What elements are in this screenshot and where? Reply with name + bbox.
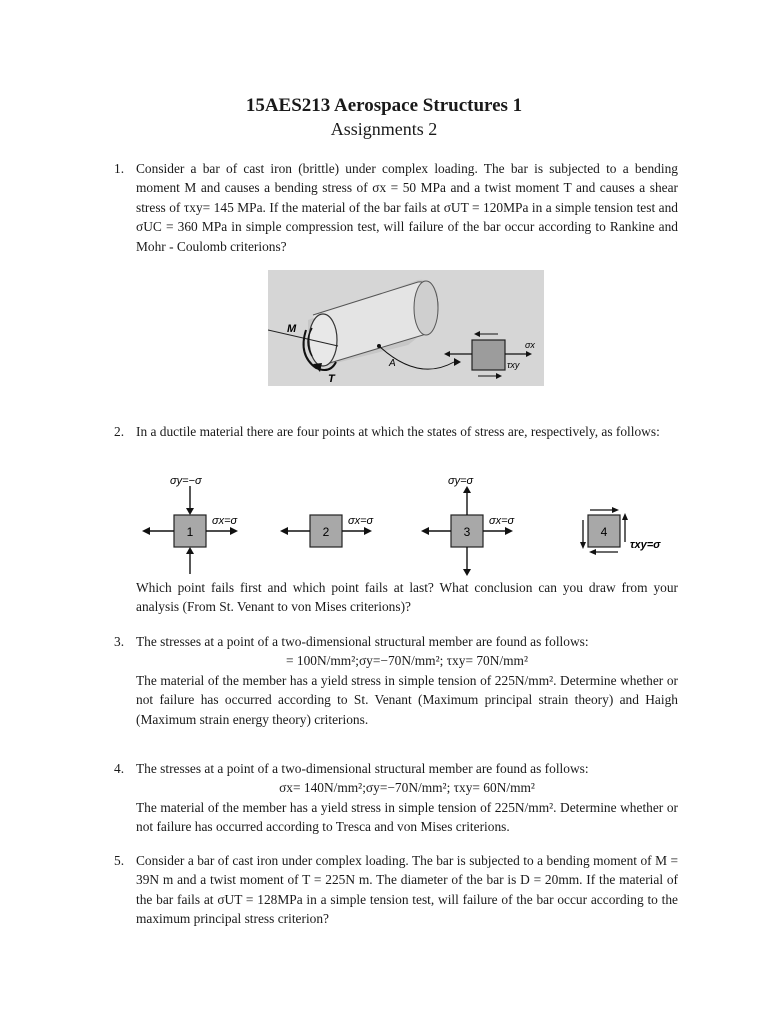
question-text: Consider a bar of cast iron under complex loading. The bar is subjected to a bending moment of M = 39N m and a twist moment of T = 225N m. The diameter of the bar is D = 20mm. If the material of the bar fails at σUT = 128MPa in a simple tension test, will failure of the bar occur according to the maximum principal stress criterion? <box>136 853 678 927</box>
stress-state-3 <box>421 475 515 576</box>
course-title: 15AES213 Aerospace Structures 1 <box>245 95 523 116</box>
shear-4-left-head <box>580 542 586 549</box>
question-5 <box>114 851 678 929</box>
arrowhead-3-top <box>463 486 471 493</box>
question-text: The material of the member has a yield stress in simple tension of 225N/mm². Determine whether or not failure has occurred according to Tresca and von Mises criterions. <box>136 799 678 835</box>
arrowhead-3-left <box>421 527 429 535</box>
stress-state-1 <box>142 475 238 574</box>
bar-loading-figure <box>268 270 544 386</box>
question-2-followup <box>114 578 678 617</box>
question-1 <box>114 159 678 256</box>
question-number: 3. <box>114 634 125 649</box>
question-4 <box>114 759 678 837</box>
tau-xy-label: τxy <box>507 360 520 370</box>
stress-state-2 <box>280 515 374 547</box>
stress-state-4 <box>580 507 661 555</box>
arrowhead-1-right <box>230 527 238 535</box>
question-2 <box>114 422 678 441</box>
stress-values: = 100N/mm²;σy=−70N/mm²; τxy= 70N/mm² <box>286 653 528 669</box>
sigma-y-positive-label: σy=σ <box>448 475 474 487</box>
point-2-label: 2 <box>322 525 330 539</box>
arrowhead-2-left <box>280 527 288 535</box>
arrowhead-1-left <box>142 527 150 535</box>
sigma-x-label: σx <box>525 340 535 350</box>
shear-4-bottom-head <box>589 549 596 555</box>
question-number: 2. <box>114 424 125 439</box>
sigma-y-negative-label: σy=−σ <box>170 475 202 487</box>
question-lead: The stresses at a point of a two-dimensional structural member are found as follows: <box>136 761 589 776</box>
assignment-subtitle: Assignments 2 <box>330 119 438 139</box>
arrowhead-1-top <box>186 508 194 515</box>
sigma-x-label-3: σx=σ <box>489 515 515 527</box>
point-a-label: A <box>389 358 396 369</box>
stress-states-figure <box>136 470 684 580</box>
question-number: 4. <box>114 761 125 776</box>
arrowhead-3-right <box>505 527 513 535</box>
stress-element <box>472 340 505 370</box>
stress-values: σx= 140N/mm²;σy=−70N/mm²; τxy= 60N/mm² <box>279 780 535 796</box>
question-number: 5. <box>114 853 125 868</box>
question-text: The material of the member has a yield stress in simple tension of 225N/mm². Determine whether or not failure has occurred according to St. Venant (Maximum principal strain theory) and Haigh (Maximum strain energy theory) criterions. <box>136 672 678 727</box>
sigma-x-label-2: σx=σ <box>348 515 374 527</box>
shear-4-top-head <box>612 507 619 513</box>
torque-label: T <box>328 373 335 385</box>
tau-xy-label-4: τxy=σ <box>630 539 661 551</box>
question-number: 1. <box>114 161 125 176</box>
shear-4-right-head <box>622 513 628 520</box>
bar-end-face <box>414 281 438 335</box>
question-text: Consider a bar of cast iron (brittle) under complex loading. The bar is subjected to a bending moment M and causes a bending stress of σx = 50 MPa and a twist moment T and causes a shear stress of τxy= 145 MPa. If the material of the bar fails at σUT = 120MPa in a simple tension test and σUC = 360 MPa in simple compression test, will failure of the bar occur according to Rankine and Mohr - Coulomb criterions? <box>136 161 678 254</box>
question-intro: In a ductile material there are four points at which the states of stress are, respectively, as follows: <box>136 424 660 439</box>
point-4-label: 4 <box>600 525 608 539</box>
question-3 <box>114 632 678 729</box>
point-1-label: 1 <box>186 525 194 539</box>
question-lead: The stresses at a point of a two-dimensional structural member are found as follows: <box>136 634 589 649</box>
arrowhead-2-right <box>364 527 372 535</box>
arrowhead-3-bottom <box>463 569 471 576</box>
question-text: Which point fails first and which point fails at last? What conclusion can you draw from your analysis (From St. Venant to von Mises criterions)? <box>136 580 678 615</box>
point-3-label: 3 <box>463 525 471 539</box>
arrowhead-1-bottom <box>186 547 194 554</box>
moment-label: M <box>287 323 297 335</box>
sigma-x-label-1: σx=σ <box>212 515 238 527</box>
